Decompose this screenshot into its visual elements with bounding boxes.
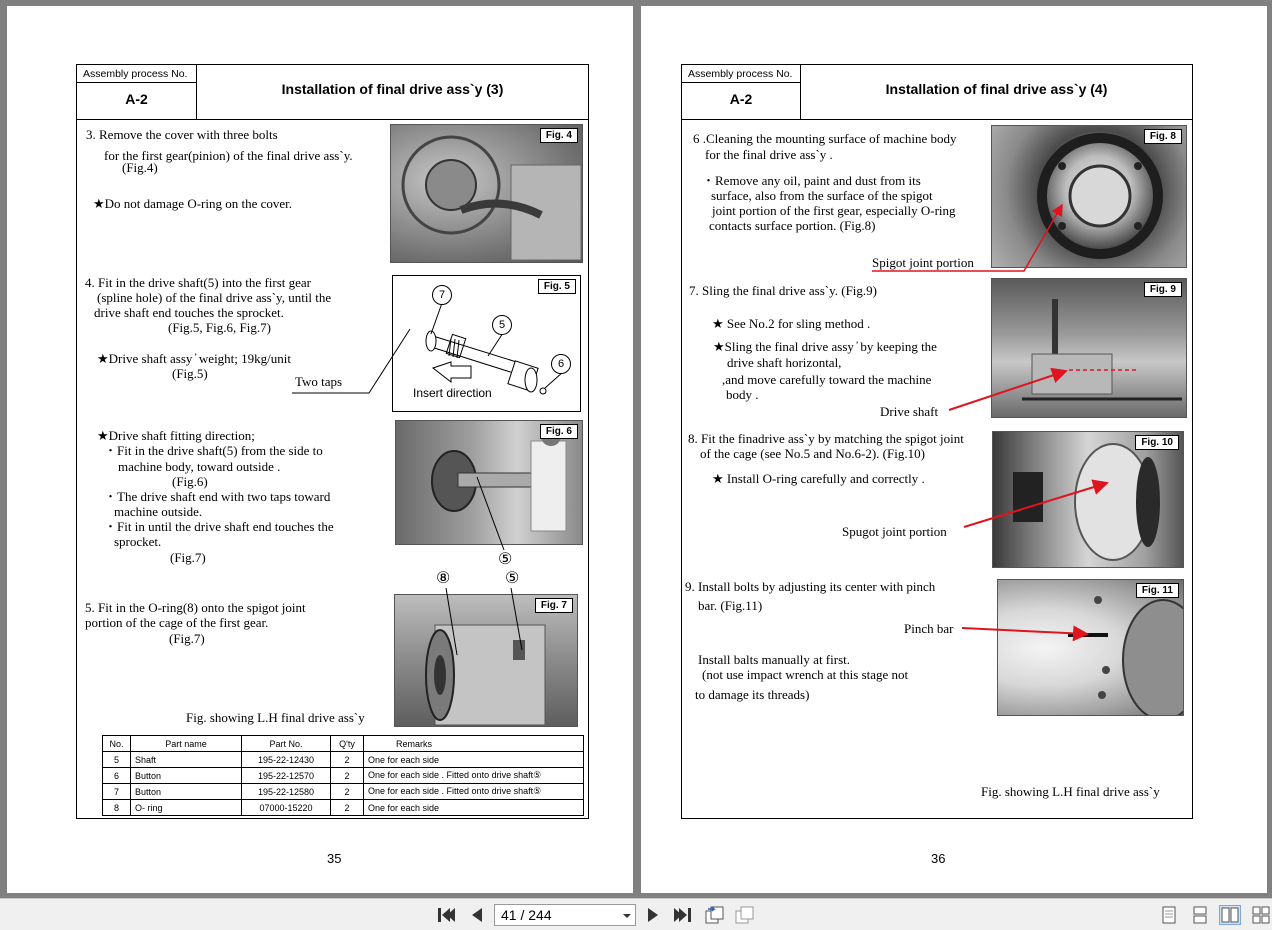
step4-line2: (spline hole) of the final drive ass`y, until the	[97, 290, 332, 305]
table-row: 8 O- ring 07000-15220 2 One for each side	[103, 800, 584, 816]
fig4-photo	[390, 124, 583, 263]
pdf-page-36	[641, 6, 1267, 893]
step9-n2: (not use impact wrench at this stage not	[702, 667, 909, 682]
go-back-view-icon[interactable]	[704, 905, 726, 925]
two-page-continuous-view-icon[interactable]	[1250, 905, 1272, 925]
fig4-label: Fig. 4	[540, 128, 578, 143]
step5-line1: 5. Fit in the O-ring(8) onto the spigot joint	[85, 600, 306, 615]
step9-line1: 9. Install bolts by adjusting its center with pinch	[685, 579, 936, 594]
parts-table	[102, 735, 584, 816]
step4-line1: 4. Fit in the drive shaft(5) into the first gear	[85, 275, 312, 290]
step4-line3: drive shaft end touches the sprocket.	[94, 305, 284, 320]
pinch-bar-callout: Pinch bar	[904, 621, 954, 636]
sling-drive-image	[992, 279, 1187, 418]
table-row: 6 Button 195-22-12570 2 One for each side . Fitted onto drive shaft⑤	[103, 768, 584, 784]
oring-installation-image	[395, 595, 578, 727]
page-header	[682, 65, 1192, 120]
step8-line1: 8. Fit the finadrive ass`y by matching the spigot joint	[688, 431, 964, 446]
page-number-value: 41 / 244	[501, 907, 552, 923]
direction-b3c: (Fig.7)	[170, 550, 206, 565]
chevron-down-icon[interactable]	[623, 914, 631, 918]
direction-b3b: sprocket.	[114, 534, 162, 549]
step6-line1: 6 .Cleaning the mounting surface of machine body	[693, 131, 957, 146]
fig9-label: Fig. 9	[1144, 282, 1182, 297]
page-frame	[681, 64, 1193, 819]
step7-n2c: ,and move carefully toward the machine	[722, 372, 932, 387]
col-remarks: Remarks	[364, 736, 584, 752]
circle-8-callout: ⑧	[436, 570, 451, 587]
fig5-drawing	[392, 275, 581, 412]
go-forward-view-icon[interactable]	[734, 905, 756, 925]
assembly-process-label: Assembly process No.	[77, 65, 196, 83]
fig7-photo	[394, 594, 578, 727]
page-title: Installation of final drive ass`y (3)	[281, 81, 504, 97]
step4-line4: (Fig.5, Fig.6, Fig.7)	[168, 320, 271, 335]
step5-line2: portion of the cage of the first gear.	[85, 615, 269, 630]
direction-b2b: machine outside.	[114, 504, 203, 519]
direction-b1b: machine body, toward outside .	[118, 459, 281, 474]
continuous-view-icon[interactable]	[1189, 905, 1211, 925]
direction-b2a: ・The drive shaft end with two taps toward	[104, 489, 331, 504]
fig-caption-right: Fig. showing L.H final drive ass`y	[981, 784, 1160, 799]
step3-line3: (Fig.4)	[122, 160, 158, 175]
callout-6: 6	[551, 354, 571, 374]
shaft-fitting-image	[396, 421, 583, 545]
step9-n3: to damage its threads)	[695, 687, 810, 702]
direction-b3a: ・Fit in until the drive shaft end touches the	[104, 519, 334, 534]
fig5-label: Fig. 5	[538, 279, 576, 294]
circle-5-callout-a: ⑤	[498, 551, 513, 568]
step8-line2: of the cage (see No.5 and No.6-2). (Fig.10)	[700, 446, 925, 461]
page-frame	[76, 64, 589, 819]
insert-direction-label: Insert direction	[413, 386, 492, 400]
pdf-page-35	[7, 6, 633, 893]
fig11-photo	[997, 579, 1184, 716]
prev-page-icon[interactable]	[465, 905, 487, 925]
step9-n1: Install balts manually at first.	[698, 652, 850, 667]
first-page-icon[interactable]	[435, 905, 457, 925]
shaft-weight-ref: (Fig.5)	[172, 366, 208, 381]
page-number-field[interactable]	[494, 904, 636, 926]
machine-body-mounting-image	[992, 126, 1187, 268]
step7-n1: ★ See No.2 for sling method .	[712, 316, 871, 331]
fig6-label: Fig. 6	[540, 424, 578, 439]
drive-shaft-callout: Drive shaft	[880, 404, 939, 419]
page-number: 36	[931, 851, 946, 866]
table-row: 7 Button 195-22-12580 2 One for each side . Fitted onto drive shaft⑤	[103, 784, 584, 800]
callout-5: 5	[492, 315, 512, 335]
two-page-view-icon[interactable]	[1219, 905, 1241, 925]
step7-line1: 7. Sling the final drive ass`y. (Fig.9)	[689, 283, 877, 298]
fig10-label: Fig. 10	[1135, 435, 1179, 450]
step7-n2a: ★Sling the final drive assy ̓ by keeping the	[713, 339, 937, 354]
pdf-toolbar	[0, 898, 1272, 930]
fig11-label: Fig. 11	[1136, 583, 1179, 598]
bolt-installation-image	[998, 580, 1184, 716]
assembly-process-label: Assembly process No.	[682, 65, 800, 83]
step6-b3: joint portion of the first gear, especially O-ring	[712, 203, 956, 218]
table-row: 5 Shaft 195-22-12430 2 One for each side	[103, 752, 584, 768]
col-qty: Q'ty	[331, 736, 364, 752]
direction-title: ★Drive shaft fitting direction;	[97, 428, 255, 443]
step7-n2b: drive shaft horizontal,	[727, 355, 842, 370]
page-header	[77, 65, 588, 120]
shaft-weight-note: ★Drive shaft assy ̓ weight; 19kg/unit	[97, 351, 291, 366]
circle-5-callout-b: ⑤	[505, 570, 520, 587]
step6-b4: contacts surface portion. (Fig.8)	[709, 218, 876, 233]
fig6-photo	[395, 420, 583, 545]
step3-line2: for the first gear(pinion) of the final drive ass`y.	[104, 148, 353, 163]
direction-b1c: (Fig.6)	[172, 474, 208, 489]
fig-caption-left: Fig. showing L.H final drive ass`y	[186, 710, 365, 725]
fig7-label: Fig. 7	[535, 598, 573, 613]
assembly-process-box	[77, 65, 197, 119]
next-page-icon[interactable]	[642, 905, 664, 925]
step9-line2: bar. (Fig.11)	[698, 598, 763, 613]
step6-line2: for the final drive ass`y .	[705, 147, 833, 162]
spugot-joint-callout: Spugot joint portion	[842, 524, 947, 539]
col-part-no: Part No.	[242, 736, 331, 752]
col-no: No.	[103, 736, 131, 752]
page-title: Installation of final drive ass`y (4)	[885, 81, 1108, 97]
callout-7: 7	[432, 285, 452, 305]
step6-b2: surface, also from the surface of the spigot	[711, 188, 933, 203]
step8-n1: ★ Install O-ring carefully and correctly .	[712, 471, 925, 486]
fig9-photo	[991, 278, 1187, 418]
direction-b1a: ・Fit in the drive shaft(5) from the side to	[104, 443, 323, 458]
assembly-process-box	[682, 65, 801, 119]
spigot-matching-image	[993, 432, 1184, 568]
step3-line1: 3. Remove the cover with three bolts	[86, 127, 278, 142]
assembly-process-number: A-2	[125, 91, 148, 107]
last-page-icon[interactable]	[672, 905, 694, 925]
fig8-photo	[991, 125, 1187, 268]
step3-note: ★Do not damage O-ring on the cover.	[93, 196, 293, 211]
final-drive-cover-image	[391, 125, 583, 263]
page-number: 35	[327, 851, 342, 866]
step5-line3: (Fig.7)	[169, 631, 205, 646]
single-page-view-icon[interactable]	[1158, 905, 1180, 925]
two-taps-label: Two taps	[295, 374, 343, 389]
spigot-joint-callout: Spigot joint portion	[872, 255, 974, 270]
table-header-row	[103, 736, 584, 752]
step7-n2d: body .	[726, 387, 759, 402]
col-part-name: Part name	[131, 736, 242, 752]
assembly-process-number: A-2	[729, 91, 753, 107]
fig10-photo	[992, 431, 1184, 568]
fig8-label: Fig. 8	[1144, 129, 1182, 144]
step6-b1: ・Remove any oil, paint and dust from its	[702, 173, 921, 188]
